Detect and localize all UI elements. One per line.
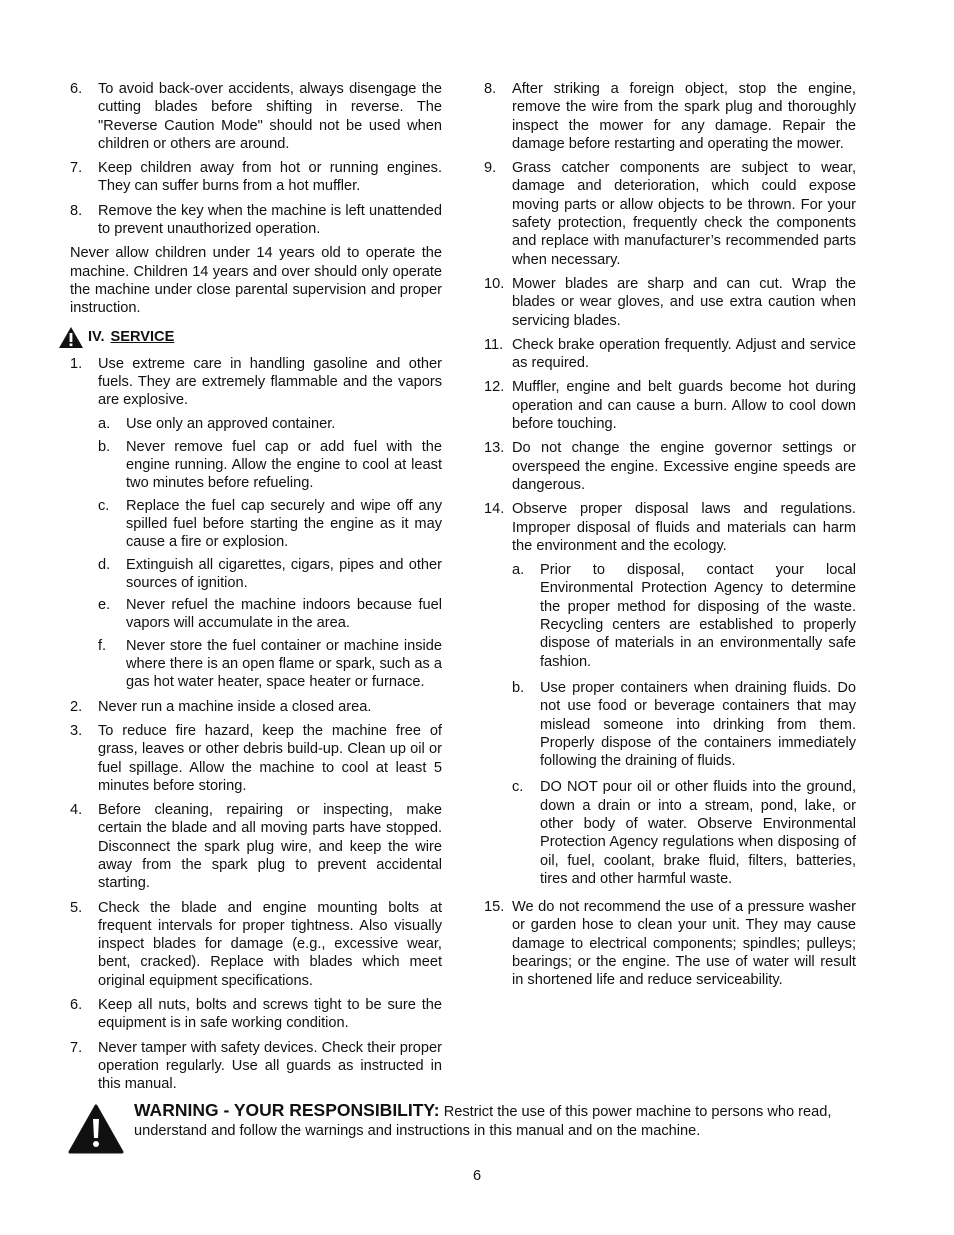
warning-body: Restrict the use of this power machine to persons who read, understand and follow the warnings and instructions in this manual and on the machine. (134, 1104, 832, 1139)
list-item: 6. To avoid back-over accidents, always disengage the cutting blades before shifting in reverse. The "Reverse Caution Mode" should not be used when children or others are around. (70, 81, 442, 152)
list-item: 4. Before cleaning, repairing or inspecting, make certain the blade and all moving parts have stopped. Disconnect the spark plug wire, and keep the wire away from the spark plug to prevent accidental starting. (70, 802, 442, 892)
list-item: 14. Observe proper disposal laws and regulations. Improper disposal of fluids and materials can harm the environment and the ecology. (484, 501, 856, 554)
sub-list-item: b. Use proper containers when draining fluids. Do not use food or beverage containers that may mislead someone into drinking from them. Properly dispose of the containers immediately following the draining of fluids. (512, 679, 856, 770)
list-item: 5. Check the blade and engine mounting bolts at frequent intervals for proper tightness. Also visually inspect blades for damage (e.g., excessive wear, bent, cracked). Replace with blades which meet original equipment specifications. (70, 899, 442, 989)
list-item: 8. Remove the key when the machine is left unattended to prevent unauthorized operation. (70, 202, 442, 238)
warning-triangle-icon (58, 326, 84, 349)
sub-list-item: c. DO NOT pour oil or other fluids into the ground, down a drain or into a stream, pond, lake, or other body of water. Observe Environmental Protection Agency regulations when disposing of oil, fuel, coolant, brake fluid, filters, batteries, tires and other harmful waste. (512, 779, 856, 887)
list-item: 3. To reduce fire hazard, keep the machine free of grass, leaves or other debris build-up. Clean up oil or fuel spillage. Allow the machine to cool at least 5 minutes before storing. (70, 722, 442, 794)
list-item: 15. We do not recommend the use of a pressure washer or garden hose to clean your unit. They may cause damage to electrical components; spindles; pulleys; bearings; or the engine. The use of water will result in shortened life and reduce serviceability. (484, 899, 856, 989)
list-item: 6. Keep all nuts, bolts and screws tight to be sure the equipment is in safe working condition. (70, 997, 442, 1032)
list-item: 7. Never tamper with safety devices. Check their proper operation regularly. Use all guards as instructed in this manual. (70, 1039, 442, 1093)
sub-list-item: d. Extinguish all cigarettes, cigars, pipes and other sources of ignition. (98, 556, 442, 591)
list-item: 7. Keep children away from hot or running engines. They can suffer burns from a hot muffler. (70, 160, 442, 195)
list-item: 2. Never run a machine inside a closed area. (70, 698, 372, 715)
section-title: SERVICE (110, 328, 175, 345)
sub-list-item: a. Prior to disposal, contact your local Environmental Protection Agency to determine the proper method for disposing of the waste. Recycling centers are established to properly dispose of materials in an environmentally safe fashion. (512, 562, 856, 670)
warning-triangle-icon (68, 1104, 124, 1154)
list-item: 1. Use extreme care in handling gasoline and other fuels. They are extremely flammable and the vapors are explosive. (70, 355, 442, 409)
sub-list-item: b. Never remove fuel cap or add fuel with the engine running. Allow the engine to cool at least two minutes before refueling. (98, 438, 442, 492)
sub-list-item: c. Replace the fuel cap securely and wipe off any spilled fuel before starting the engine as it may cause a fire or explosion. (98, 497, 442, 551)
list-item: 12. Muffler, engine and belt guards become hot during operation and can cause a burn. Allow to cool down before touching. (484, 379, 856, 433)
warning-title: WARNING - YOUR RESPONSIBILITY: (134, 1100, 440, 1120)
page-number: 6 (472, 1168, 482, 1184)
sub-list-item: f. Never store the fuel container or machine inside where there is an open flame or spark, such as a gas hot water heater, space heater or furnace. (98, 637, 442, 691)
warning-responsibility (134, 1101, 856, 1141)
list-item: 9. Grass catcher components are subject to wear, damage and deterioration, which could expose moving parts or allow objects to be thrown. For your safety protection, frequently check the components and replace with manufacturer’s recommended parts when necessary. (484, 160, 856, 268)
sub-list-item: a. Use only an approved container. (98, 416, 336, 433)
list-item: 10. Mower blades are sharp and can cut. Wrap the blades or wear gloves, and use extra caution when servicing blades. (484, 275, 856, 329)
list-item: 8. After striking a foreign object, stop the engine, remove the wire from the spark plug and thoroughly inspect the mower for any damage. Repair the damage before restarting and operating the mower. (484, 81, 856, 152)
section-heading-service (70, 326, 442, 349)
list-item: 13. Do not change the engine governor settings or overspeed the engine. Excessive engine speeds are dangerous. (484, 440, 856, 493)
section-number: IV. (88, 328, 105, 345)
children-paragraph: Never allow children under 14 years old to operate the machine. Children 14 years and over should only operate the machine under close parental supervision and proper instruction. (70, 245, 442, 317)
list-item: 11. Check brake operation frequently. Adjust and service as required. (484, 336, 856, 372)
sub-list-item: e. Never refuel the machine indoors because fuel vapors will accumulate in the area. (98, 597, 442, 632)
right-column (484, 80, 856, 996)
left-column (70, 80, 442, 1100)
